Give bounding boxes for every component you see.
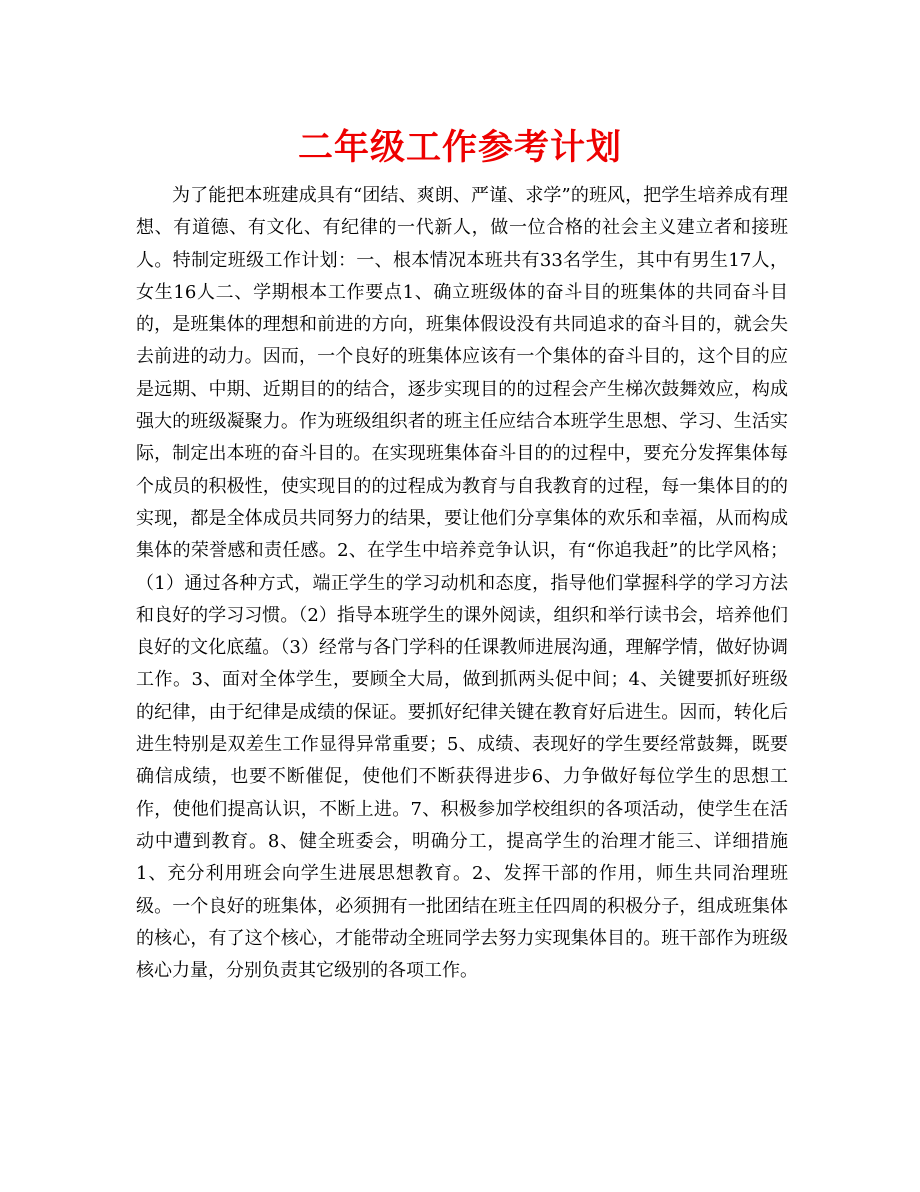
document-title: 二年级工作参考计划	[297, 127, 622, 168]
document-body-paragraph: 为了能把本班建成具有“团结、爽朗、严谨、求学”的班风，把学生培养成有理想、有道德、有文化、有纪律的一代新人，做一位合格的社会主义建立者和接班人。特制定班级工作计划：一、根本情况本班共有33名学生，其中有男生17人，女生16人二、学期根本工作要点1、确立班级体的奋斗目的班集体的共同奋斗目的，是班集体的理想和前进的方向，班集体假设没有共同追求的奋斗目的，就会失去前进的动力。因而，一个良好的班集体应该有一个集体的奋斗目的，这个目的应是远期、中期、近期目的的结合，逐步实现目的的过程会产生梯次鼓舞效应，构成强大的班级凝聚力。作为班级组织者的班主任应结合本班学生思想、学习、生活实际，制定出本班的奋斗目的。在实现班集体奋斗目的的过程中，要充分发挥集体每个成员的积极性，使实现目的的过程成为教育与自我教育的过程，每一集体目的的实现，都是全体成员共同努力的结果，要让他们分享集体的欢乐和幸福，从而构成集体的荣誉感和责任感。2、在学生中培养竞争认识，有“你追我赶”的比学风格；（1）通过各种方式，端正学生的学习动机和态度，指导他们掌握科学的学习方法和良好的学习习惯。（2）指导本班学生的课外阅读，组织和举行读书会，培养他们良好的文化底蕴。（3）经常与各门学科的任课教师进展沟通，理解学情，做好协调工作。3、面对全体学生，要顾全大局，做到抓两头促中间；4、关键要抓好班级的纪律，由于纪律是成绩的保证。要抓好纪律关键在教育好后进生。因而，转化后进生特别是双差生工作显得异常重要；5、成绩、表现好的学生要经常鼓舞，既要确信成绩，也要不断催促，使他们不断获得进步6、力争做好每位学生的思想工作，使他们提高认识，不断上进。7、积极参加学校组织的各项活动，使学生在活动中遭到教育。8、健全班委会，明确分工，提高学生的治理才能三、详细措施1、充分利用班会向学生进展思想教育。2、发挥干部的作用，师生共同治理班级。一个良好的班集体，必须拥有一批团结在班主任四周的积极分子，组成班集体的核心，有了这个核心，才能带动全班同学去努力实现集体目的。班干部作为班级核心力量，分别负责其它级别的各项工作。	[136, 185, 788, 982]
